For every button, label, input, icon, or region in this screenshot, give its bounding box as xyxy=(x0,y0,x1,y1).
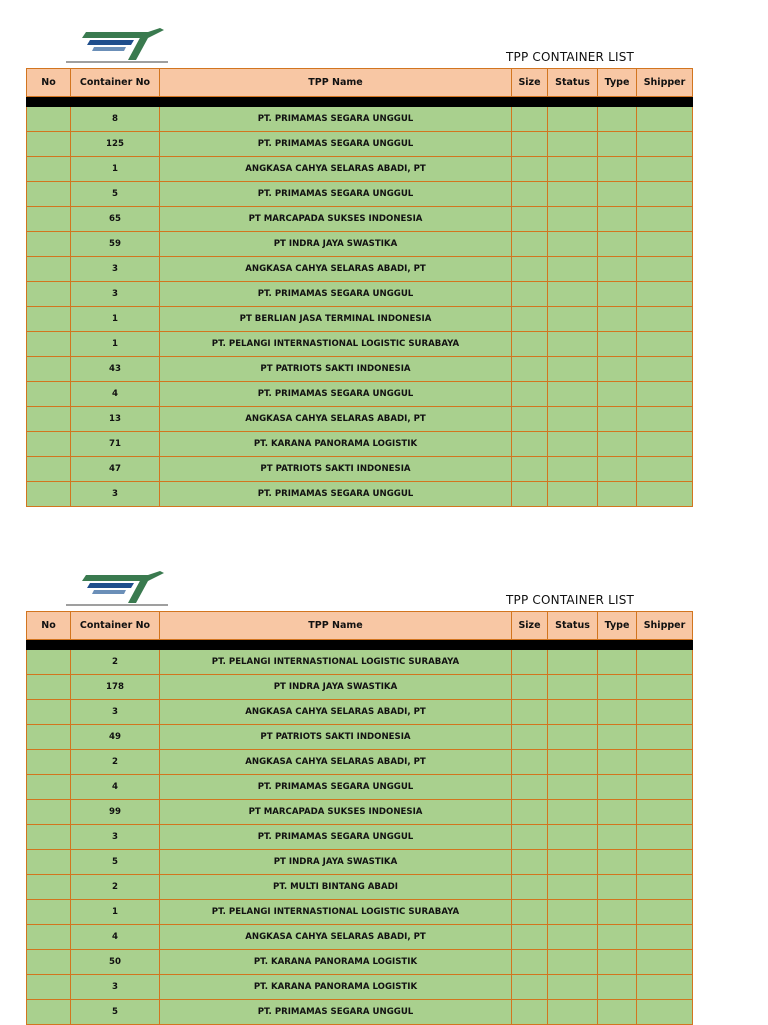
table-row xyxy=(27,750,693,775)
cell-shipper xyxy=(637,132,693,157)
cell-no xyxy=(27,975,71,1000)
table-row xyxy=(27,282,693,307)
cell-shipper xyxy=(637,332,693,357)
cell-tpp-name: PT. KARANA PANORAMA LOGISTIK xyxy=(160,950,512,975)
cell-status xyxy=(548,700,598,725)
cell-size xyxy=(512,975,548,1000)
cell-no xyxy=(27,825,71,850)
cell-container-no: 99 xyxy=(71,800,160,825)
cell-container-no: 125 xyxy=(71,132,160,157)
cell-status xyxy=(548,282,598,307)
cell-tpp-name: PT. PELANGI INTERNASTIONAL LOGISTIC SURABAYA xyxy=(160,650,512,675)
table-row xyxy=(27,407,693,432)
cell-status xyxy=(548,675,598,700)
table-row xyxy=(27,950,693,975)
cell-status xyxy=(548,825,598,850)
cell-shipper xyxy=(637,232,693,257)
cell-status xyxy=(548,182,598,207)
cell-shipper xyxy=(637,825,693,850)
table-header-row xyxy=(27,69,693,97)
cell-status xyxy=(548,800,598,825)
cell-size xyxy=(512,307,548,332)
cell-shipper xyxy=(637,432,693,457)
cell-status xyxy=(548,650,598,675)
cell-shipper xyxy=(637,850,693,875)
cell-status xyxy=(548,307,598,332)
cell-size xyxy=(512,900,548,925)
cell-status xyxy=(548,1000,598,1025)
cell-tpp-name: ANGKASA CAHYA SELARAS ABADI, PT xyxy=(160,750,512,775)
cell-container-no: 1 xyxy=(71,332,160,357)
column-header-container-no: Container No xyxy=(71,612,160,640)
cell-tpp-name: ANGKASA CAHYA SELARAS ABADI, PT xyxy=(160,700,512,725)
cell-size xyxy=(512,482,548,507)
cell-no xyxy=(27,700,71,725)
cell-status xyxy=(548,775,598,800)
cell-no xyxy=(27,182,71,207)
cell-type xyxy=(598,207,637,232)
cell-shipper xyxy=(637,457,693,482)
cell-tpp-name: ANGKASA CAHYA SELARAS ABADI, PT xyxy=(160,257,512,282)
cell-no xyxy=(27,132,71,157)
cell-no xyxy=(27,900,71,925)
cell-container-no: 1 xyxy=(71,157,160,182)
cell-type xyxy=(598,332,637,357)
cell-size xyxy=(512,332,548,357)
cell-no xyxy=(27,775,71,800)
cell-size xyxy=(512,432,548,457)
cell-size xyxy=(512,232,548,257)
cell-container-no: 3 xyxy=(71,825,160,850)
cell-no xyxy=(27,675,71,700)
cell-shipper xyxy=(637,950,693,975)
table-row xyxy=(27,875,693,900)
cell-status xyxy=(548,482,598,507)
table-row xyxy=(27,132,693,157)
cell-size xyxy=(512,157,548,182)
cell-shipper xyxy=(637,975,693,1000)
table-row xyxy=(27,825,693,850)
cell-size xyxy=(512,825,548,850)
table-row xyxy=(27,650,693,675)
cell-container-no: 65 xyxy=(71,207,160,232)
table-row xyxy=(27,700,693,725)
cell-size xyxy=(512,182,548,207)
cell-status xyxy=(548,207,598,232)
cell-shipper xyxy=(637,257,693,282)
cell-tpp-name: PT. PRIMAMAS SEGARA UNGGUL xyxy=(160,132,512,157)
cell-status xyxy=(548,950,598,975)
cell-no xyxy=(27,650,71,675)
cell-no xyxy=(27,282,71,307)
cell-type xyxy=(598,482,637,507)
cell-type xyxy=(598,107,637,132)
cell-no xyxy=(27,800,71,825)
table-row xyxy=(27,107,693,132)
tpp-logo-icon xyxy=(64,26,170,66)
cell-type xyxy=(598,900,637,925)
cell-shipper xyxy=(637,775,693,800)
cell-status xyxy=(548,900,598,925)
cell-type xyxy=(598,650,637,675)
cell-no xyxy=(27,407,71,432)
cell-no xyxy=(27,875,71,900)
cell-size xyxy=(512,382,548,407)
cell-status xyxy=(548,925,598,950)
cell-no xyxy=(27,432,71,457)
cell-shipper xyxy=(637,725,693,750)
cell-container-no: 13 xyxy=(71,407,160,432)
cell-tpp-name: PT. PRIMAMAS SEGARA UNGGUL xyxy=(160,382,512,407)
cell-size xyxy=(512,675,548,700)
cell-type xyxy=(598,925,637,950)
column-header-type: Type xyxy=(598,612,637,640)
cell-no xyxy=(27,725,71,750)
cell-type xyxy=(598,457,637,482)
cell-shipper xyxy=(637,182,693,207)
cell-container-no: 5 xyxy=(71,850,160,875)
cell-shipper xyxy=(637,800,693,825)
cell-tpp-name: PT. MULTI BINTANG ABADI xyxy=(160,875,512,900)
tpp-logo-icon xyxy=(64,569,170,609)
cell-tpp-name: PT. PRIMAMAS SEGARA UNGGUL xyxy=(160,775,512,800)
cell-status xyxy=(548,232,598,257)
cell-no xyxy=(27,457,71,482)
cell-size xyxy=(512,407,548,432)
cell-type xyxy=(598,182,637,207)
cell-size xyxy=(512,257,548,282)
cell-size xyxy=(512,207,548,232)
cell-container-no: 3 xyxy=(71,257,160,282)
cell-type xyxy=(598,825,637,850)
cell-type xyxy=(598,800,637,825)
cell-container-no: 1 xyxy=(71,307,160,332)
cell-type xyxy=(598,357,637,382)
cell-tpp-name: PT. KARANA PANORAMA LOGISTIK xyxy=(160,975,512,1000)
cell-shipper xyxy=(637,307,693,332)
cell-size xyxy=(512,457,548,482)
cell-shipper xyxy=(637,875,693,900)
table-row xyxy=(27,207,693,232)
cell-shipper xyxy=(637,482,693,507)
cell-status xyxy=(548,132,598,157)
cell-status xyxy=(548,850,598,875)
cell-size xyxy=(512,107,548,132)
cell-size xyxy=(512,1000,548,1025)
table-row xyxy=(27,232,693,257)
cell-container-no: 5 xyxy=(71,1000,160,1025)
table-row xyxy=(27,975,693,1000)
cell-size xyxy=(512,875,548,900)
cell-status xyxy=(548,332,598,357)
cell-type xyxy=(598,750,637,775)
cell-tpp-name: PT. KARANA PANORAMA LOGISTIK xyxy=(160,432,512,457)
cell-status xyxy=(548,407,598,432)
column-header-no: No xyxy=(27,612,71,640)
cell-size xyxy=(512,800,548,825)
cell-tpp-name: PT INDRA JAYA SWASTIKA xyxy=(160,675,512,700)
table-row xyxy=(27,800,693,825)
table-row xyxy=(27,432,693,457)
cell-size xyxy=(512,650,548,675)
cell-container-no: 2 xyxy=(71,750,160,775)
cell-type xyxy=(598,975,637,1000)
container-table xyxy=(26,68,693,507)
cell-shipper xyxy=(637,925,693,950)
cell-no xyxy=(27,107,71,132)
cell-tpp-name: PT INDRA JAYA SWASTIKA xyxy=(160,232,512,257)
cell-container-no: 50 xyxy=(71,950,160,975)
cell-shipper xyxy=(637,282,693,307)
column-header-size: Size xyxy=(512,69,548,97)
header-separator xyxy=(27,640,693,650)
header-separator xyxy=(27,97,693,107)
cell-size xyxy=(512,925,548,950)
column-header-tpp-name: TPP Name xyxy=(160,612,512,640)
table-row xyxy=(27,850,693,875)
column-header-status: Status xyxy=(548,69,598,97)
cell-status xyxy=(548,975,598,1000)
cell-status xyxy=(548,382,598,407)
cell-container-no: 59 xyxy=(71,232,160,257)
cell-container-no: 3 xyxy=(71,482,160,507)
cell-tpp-name: PT INDRA JAYA SWASTIKA xyxy=(160,850,512,875)
cell-no xyxy=(27,950,71,975)
cell-tpp-name: ANGKASA CAHYA SELARAS ABADI, PT xyxy=(160,407,512,432)
cell-size xyxy=(512,700,548,725)
cell-container-no: 1 xyxy=(71,900,160,925)
cell-status xyxy=(548,257,598,282)
cell-tpp-name: ANGKASA CAHYA SELARAS ABADI, PT xyxy=(160,157,512,182)
cell-shipper xyxy=(637,650,693,675)
table-row xyxy=(27,675,693,700)
cell-no xyxy=(27,332,71,357)
cell-tpp-name: PT. PRIMAMAS SEGARA UNGGUL xyxy=(160,1000,512,1025)
cell-tpp-name: PT. PELANGI INTERNASTIONAL LOGISTIC SURABAYA xyxy=(160,900,512,925)
cell-tpp-name: PT PATRIOTS SAKTI INDONESIA xyxy=(160,357,512,382)
table-row xyxy=(27,900,693,925)
cell-container-no: 43 xyxy=(71,357,160,382)
cell-type xyxy=(598,407,637,432)
cell-status xyxy=(548,875,598,900)
table-header-row xyxy=(27,612,693,640)
cell-status xyxy=(548,107,598,132)
column-header-container-no: Container No xyxy=(71,69,160,97)
cell-no xyxy=(27,257,71,282)
cell-type xyxy=(598,725,637,750)
cell-type xyxy=(598,132,637,157)
table-row xyxy=(27,182,693,207)
cell-no xyxy=(27,850,71,875)
cell-container-no: 2 xyxy=(71,650,160,675)
cell-size xyxy=(512,282,548,307)
table-row xyxy=(27,775,693,800)
cell-tpp-name: PT. PRIMAMAS SEGARA UNGGUL xyxy=(160,282,512,307)
cell-shipper xyxy=(637,357,693,382)
cell-tpp-name: ANGKASA CAHYA SELARAS ABADI, PT xyxy=(160,925,512,950)
cell-size xyxy=(512,850,548,875)
cell-no xyxy=(27,750,71,775)
cell-type xyxy=(598,700,637,725)
cell-tpp-name: PT MARCAPADA SUKSES INDONESIA xyxy=(160,207,512,232)
cell-status xyxy=(548,725,598,750)
cell-no xyxy=(27,307,71,332)
table-row xyxy=(27,307,693,332)
cell-container-no: 4 xyxy=(71,775,160,800)
cell-container-no: 5 xyxy=(71,182,160,207)
cell-container-no: 49 xyxy=(71,725,160,750)
cell-size xyxy=(512,750,548,775)
cell-no xyxy=(27,482,71,507)
cell-tpp-name: PT. PRIMAMAS SEGARA UNGGUL xyxy=(160,825,512,850)
cell-no xyxy=(27,157,71,182)
cell-shipper xyxy=(637,675,693,700)
table-row xyxy=(27,925,693,950)
cell-type xyxy=(598,950,637,975)
table-row xyxy=(27,382,693,407)
cell-size xyxy=(512,357,548,382)
cell-container-no: 178 xyxy=(71,675,160,700)
cell-type xyxy=(598,775,637,800)
list-title: TPP CONTAINER LIST xyxy=(506,593,635,607)
column-header-tpp-name: TPP Name xyxy=(160,69,512,97)
cell-no xyxy=(27,925,71,950)
cell-tpp-name: PT. PRIMAMAS SEGARA UNGGUL xyxy=(160,182,512,207)
column-header-type: Type xyxy=(598,69,637,97)
cell-container-no: 3 xyxy=(71,975,160,1000)
table-row xyxy=(27,1000,693,1025)
column-header-no: No xyxy=(27,69,71,97)
table-row xyxy=(27,482,693,507)
table-row xyxy=(27,332,693,357)
cell-no xyxy=(27,357,71,382)
column-header-shipper: Shipper xyxy=(637,612,693,640)
cell-tpp-name: PT. PRIMAMAS SEGARA UNGGUL xyxy=(160,482,512,507)
table-row xyxy=(27,357,693,382)
cell-type xyxy=(598,157,637,182)
cell-container-no: 3 xyxy=(71,700,160,725)
cell-tpp-name: PT BERLIAN JASA TERMINAL INDONESIA xyxy=(160,307,512,332)
cell-shipper xyxy=(637,900,693,925)
cell-status xyxy=(548,157,598,182)
cell-type xyxy=(598,850,637,875)
table-row xyxy=(27,725,693,750)
cell-tpp-name: PT PATRIOTS SAKTI INDONESIA xyxy=(160,725,512,750)
list-title: TPP CONTAINER LIST xyxy=(506,50,635,64)
cell-tpp-name: PT PATRIOTS SAKTI INDONESIA xyxy=(160,457,512,482)
cell-size xyxy=(512,950,548,975)
cell-container-no: 8 xyxy=(71,107,160,132)
cell-no xyxy=(27,382,71,407)
cell-size xyxy=(512,132,548,157)
table-row xyxy=(27,257,693,282)
cell-shipper xyxy=(637,157,693,182)
cell-shipper xyxy=(637,1000,693,1025)
table-row xyxy=(27,457,693,482)
column-header-status: Status xyxy=(548,612,598,640)
cell-shipper xyxy=(637,750,693,775)
cell-tpp-name: PT MARCAPADA SUKSES INDONESIA xyxy=(160,800,512,825)
cell-type xyxy=(598,1000,637,1025)
cell-container-no: 47 xyxy=(71,457,160,482)
cell-type xyxy=(598,232,637,257)
cell-status xyxy=(548,457,598,482)
cell-status xyxy=(548,357,598,382)
cell-shipper xyxy=(637,107,693,132)
cell-container-no: 3 xyxy=(71,282,160,307)
cell-type xyxy=(598,382,637,407)
cell-shipper xyxy=(637,207,693,232)
cell-container-no: 4 xyxy=(71,382,160,407)
cell-status xyxy=(548,750,598,775)
table-row xyxy=(27,157,693,182)
cell-shipper xyxy=(637,382,693,407)
cell-container-no: 4 xyxy=(71,925,160,950)
cell-type xyxy=(598,282,637,307)
cell-status xyxy=(548,432,598,457)
cell-type xyxy=(598,875,637,900)
cell-type xyxy=(598,432,637,457)
cell-tpp-name: PT. PRIMAMAS SEGARA UNGGUL xyxy=(160,107,512,132)
cell-no xyxy=(27,207,71,232)
cell-size xyxy=(512,725,548,750)
cell-shipper xyxy=(637,407,693,432)
cell-type xyxy=(598,307,637,332)
cell-no xyxy=(27,1000,71,1025)
cell-tpp-name: PT. PELANGI INTERNASTIONAL LOGISTIC SURABAYA xyxy=(160,332,512,357)
cell-type xyxy=(598,257,637,282)
container-table xyxy=(26,611,693,1025)
column-header-shipper: Shipper xyxy=(637,69,693,97)
cell-size xyxy=(512,775,548,800)
cell-shipper xyxy=(637,700,693,725)
column-header-size: Size xyxy=(512,612,548,640)
cell-type xyxy=(598,675,637,700)
cell-container-no: 2 xyxy=(71,875,160,900)
cell-container-no: 71 xyxy=(71,432,160,457)
cell-no xyxy=(27,232,71,257)
